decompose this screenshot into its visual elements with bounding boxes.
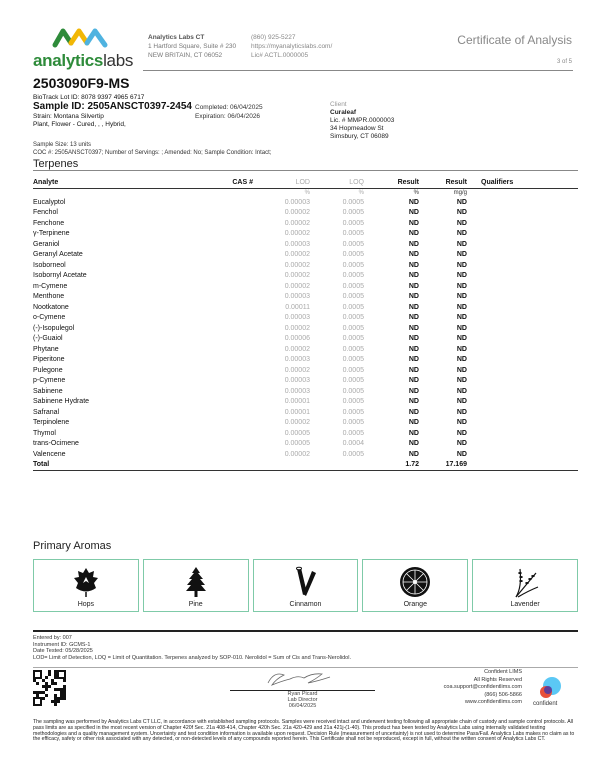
cas-cell — [203, 449, 255, 460]
loq-cell: 0.0005 — [342, 450, 364, 458]
unit-result-mg: mg/g — [453, 189, 467, 196]
lod-cell: 0.00002 — [284, 230, 310, 238]
aroma-label: Hops — [77, 601, 95, 608]
result-mg-cell: ND — [456, 335, 467, 343]
result-pct-cell: ND — [408, 303, 419, 311]
table-row — [33, 365, 578, 376]
result-pct-cell: ND — [408, 198, 419, 206]
loq-cell: 0.0005 — [342, 345, 364, 353]
qualifier-cell — [467, 407, 578, 418]
result-pct-cell: ND — [408, 272, 419, 280]
loq-cell: 0.0005 — [342, 293, 364, 301]
cas-cell — [203, 271, 255, 282]
qualifier-cell — [467, 229, 578, 240]
sample-meta — [33, 141, 271, 157]
result-mg-cell: ND — [456, 345, 467, 353]
logo-word-labs: labs — [103, 51, 134, 70]
table-row — [33, 313, 578, 324]
table-row — [33, 208, 578, 219]
lod-cell: 0.00003 — [284, 356, 310, 364]
cas-cell — [203, 260, 255, 271]
analyte-cell: Menthone — [33, 293, 65, 301]
cas-cell — [203, 376, 255, 387]
lod-cell: 0.00003 — [284, 240, 310, 248]
lod-cell: 0.00003 — [284, 377, 310, 385]
lod-cell: 0.00002 — [284, 261, 310, 269]
table-row — [33, 229, 578, 240]
qualifier-cell — [467, 313, 578, 324]
total-row — [33, 460, 578, 471]
result-pct-cell: ND — [408, 293, 419, 301]
lod-cell: 0.00002 — [284, 366, 310, 374]
qualifier-cell — [467, 250, 578, 261]
date-tested: Date Tested: 05/28/2025 — [33, 648, 93, 654]
cas-cell — [203, 344, 255, 355]
cas-cell — [203, 323, 255, 334]
logo-word-analytics: analytics — [33, 51, 104, 70]
client-name: Curaleaf — [330, 109, 357, 116]
analyte-cell: γ-Terpinene — [33, 230, 70, 238]
terpenes-table — [33, 178, 578, 471]
result-mg-cell: ND — [456, 272, 467, 280]
loq-cell: 0.0005 — [342, 324, 364, 332]
analyte-cell: Piperitone — [33, 356, 65, 364]
document-title: Certificate of Analysis — [457, 33, 572, 47]
lod-cell: 0.00001 — [284, 398, 310, 406]
result-pct-cell: ND — [408, 408, 419, 416]
qualifier-cell — [467, 281, 578, 292]
result-mg-cell: ND — [456, 324, 467, 332]
qualifier-cell — [467, 344, 578, 355]
result-mg-cell: ND — [456, 198, 467, 206]
qualifier-cell — [467, 218, 578, 229]
result-mg-cell: ND — [456, 387, 467, 395]
result-mg-cell: ND — [456, 440, 467, 448]
aromas-title: Primary Aromas — [33, 540, 112, 552]
table-row — [33, 250, 578, 261]
result-pct-cell: ND — [408, 366, 419, 374]
result-mg-cell: ND — [456, 408, 467, 416]
result-pct-cell: ND — [408, 387, 419, 395]
sample-dates — [195, 103, 263, 121]
lab-info — [148, 33, 236, 60]
lab-phone: (860) 925-5227 — [251, 34, 296, 41]
aroma-label: Cinnamon — [289, 601, 322, 608]
cas-cell — [203, 334, 255, 345]
table-header-row — [33, 178, 578, 188]
analyte-cell: m-Cymene — [33, 282, 68, 290]
client-address-2: Simsbury, CT 06089 — [330, 133, 389, 140]
lims-phone: (866) 506-5866 — [484, 691, 522, 698]
cas-cell — [203, 229, 255, 240]
result-pct-cell: ND — [408, 219, 419, 227]
aroma-lavender — [472, 559, 578, 612]
confident-logo-word: confident — [533, 701, 558, 707]
batch-id: 2503090F9-MS — [33, 75, 130, 91]
cas-cell — [203, 292, 255, 303]
loq-cell: 0.0004 — [342, 440, 364, 448]
disclaimer: The sampling was performed by Analytics Labs CT LLC, in accordance with established sampling protocols. Samples were received intact and underwent testing following all appropriate chain of custody and sample control protocols. All pass limits are as specified in the most recent version of Chapter 420f Sec. 21a 408-414, Chapter 420h Sec. 21a 420-429 and 21a 421j-(1-40). This product has been tested by Analytics Labs using internally validated testing methodologies and a quality management system. Uncertainty and test condition information is available upon request. Decision Rule (measurement of uncertainty) is not used to determine Pass/Fail. Analytics Labs makes no claim as to the efficacy, safety or other risk associated with any detected, or non-detected levels of any compounds reported herein. This Certificate shall not be reproduced, except in full, without the written consent of Analytics Labs CT. — [33, 719, 575, 743]
qualifier-cell — [467, 418, 578, 429]
lims-name: Confident LIMS — [484, 669, 522, 675]
loq-cell: 0.0005 — [342, 303, 364, 311]
completed-date: Completed: 06/04/2025 — [195, 104, 263, 111]
qualifier-cell — [467, 271, 578, 282]
result-mg-cell: ND — [456, 251, 467, 259]
cinnamon-icon — [288, 565, 322, 599]
lims-rights: All Rights Reserved — [473, 676, 522, 683]
loq-cell: 0.0005 — [342, 356, 364, 364]
lod-cell: 0.00001 — [284, 408, 310, 416]
qualifier-cell — [467, 376, 578, 387]
table-row — [33, 386, 578, 397]
signer-title: Lab Director — [287, 697, 318, 703]
lod-cell: 0.00003 — [284, 198, 310, 206]
table-row — [33, 218, 578, 229]
lod-cell: 0.00003 — [284, 387, 310, 395]
analyte-cell: Nootkatone — [33, 303, 69, 311]
table-row — [33, 239, 578, 250]
analyte-cell: Geranyl Acetate — [33, 251, 83, 259]
qualifier-cell — [467, 460, 578, 471]
table-row — [33, 439, 578, 450]
analyte-cell: Isoborneol — [33, 261, 66, 269]
analyte-cell: Sabinene Hydrate — [33, 398, 90, 406]
header-result-mg: Result — [419, 178, 467, 188]
result-mg-cell: ND — [456, 429, 467, 437]
aroma-orange — [362, 559, 468, 612]
analyte-cell: Geraniol — [33, 240, 60, 248]
cas-cell — [203, 218, 255, 229]
qualifier-cell — [467, 292, 578, 303]
result-pct-cell: ND — [408, 251, 419, 259]
table-row — [33, 428, 578, 439]
strain-name: Strain: Montana Silvertip — [33, 113, 104, 120]
client-license: Lic. # MMPR.0000003 — [330, 117, 395, 124]
analyte-cell: Isobornyl Acetate — [33, 272, 87, 280]
result-pct-cell: ND — [408, 324, 419, 332]
qualifier-cell — [467, 197, 578, 208]
result-mg-cell: ND — [456, 356, 467, 364]
result-pct-cell: ND — [408, 440, 419, 448]
lod-cell: 0.00002 — [284, 251, 310, 259]
analyte-cell: Thymol — [33, 429, 56, 437]
result-mg-cell: ND — [456, 398, 467, 406]
lab-contact — [251, 33, 332, 60]
cas-cell — [203, 197, 255, 208]
header-cas: CAS # — [203, 178, 255, 188]
loq-cell: 0.0005 — [342, 398, 364, 406]
confident-logo — [535, 675, 565, 709]
loq-cell: 0.0005 — [342, 251, 364, 259]
table-row — [33, 376, 578, 387]
lab-name: Analytics Labs CT — [148, 34, 205, 41]
aroma-pine — [143, 559, 249, 612]
qualifier-cell — [467, 355, 578, 366]
result-pct-cell: ND — [408, 398, 419, 406]
loq-cell: 0.0005 — [342, 240, 364, 248]
cas-cell — [203, 386, 255, 397]
cas-cell — [203, 239, 255, 250]
total-label: Total — [33, 460, 203, 471]
table-row — [33, 260, 578, 271]
header-analyte: Analyte — [33, 178, 203, 188]
table-row — [33, 334, 578, 345]
analyte-cell: p-Cymene — [33, 377, 66, 385]
result-pct-cell: ND — [408, 240, 419, 248]
result-pct-cell: ND — [408, 282, 419, 290]
sample-size: Sample Size: 13 units — [33, 142, 92, 148]
lod-cell: 0.00002 — [284, 450, 310, 458]
hops-icon — [69, 565, 103, 599]
loq-cell: 0.0005 — [342, 419, 364, 427]
table-row — [33, 302, 578, 313]
table-row — [33, 344, 578, 355]
lims-email[interactable]: coa.support@confidentlims.com — [443, 684, 522, 690]
total-pct: 1.72 — [364, 460, 419, 471]
units-row — [33, 188, 578, 197]
qualifier-cell — [467, 334, 578, 345]
result-pct-cell: ND — [408, 450, 419, 458]
strain-info — [33, 113, 126, 129]
analyte-cell: o-Cymene — [33, 314, 66, 322]
client-label: Client — [330, 101, 347, 108]
analyte-cell: (-)-Isopulegol — [33, 324, 75, 332]
result-mg-cell: ND — [456, 261, 467, 269]
loq-cell: 0.0005 — [342, 429, 364, 437]
cas-cell — [203, 460, 255, 471]
analyte-cell: Phytane — [33, 345, 59, 353]
result-pct-cell: ND — [408, 314, 419, 322]
table-row — [33, 197, 578, 208]
biotrack-lot-id: BioTrack Lot ID: 8078 9397 4965 6717 — [33, 94, 145, 101]
table-row — [33, 281, 578, 292]
unit-result-pct: % — [413, 189, 419, 196]
result-mg-cell: ND — [456, 240, 467, 248]
lod-cell — [255, 460, 310, 471]
client-address-1: 34 Hopmeadow St — [330, 125, 384, 132]
signer-block — [230, 691, 375, 709]
cas-cell — [203, 397, 255, 408]
cas-cell — [203, 418, 255, 429]
loq-cell: 0.0005 — [342, 408, 364, 416]
signature-icon — [260, 669, 340, 689]
header-result-pct: Result — [364, 178, 419, 188]
header-loq: LOQ — [310, 178, 364, 188]
analytics-labs-logo — [33, 27, 134, 73]
lims-info — [420, 669, 522, 707]
qr-code-icon[interactable] — [33, 670, 66, 706]
header-divider — [143, 70, 573, 71]
unit-lod: % — [304, 189, 310, 196]
table-row — [33, 407, 578, 418]
lod-cell: 0.00006 — [284, 335, 310, 343]
qualifier-cell — [467, 386, 578, 397]
lavender-icon — [508, 565, 542, 599]
table-row — [33, 271, 578, 282]
loq-cell: 0.0005 — [342, 314, 364, 322]
cas-cell — [203, 407, 255, 418]
loq-cell: 0.0005 — [342, 387, 364, 395]
aroma-hops — [33, 559, 139, 612]
section-divider — [33, 170, 578, 171]
pine-tree-icon — [179, 565, 213, 599]
aroma-label: Pine — [188, 601, 203, 608]
result-mg-cell: ND — [456, 450, 467, 458]
analyte-cell: Safranal — [33, 408, 60, 416]
notes-divider — [33, 667, 578, 668]
loq-cell: 0.0005 — [342, 230, 364, 238]
cas-cell — [203, 281, 255, 292]
instrument-id: Instrument ID: GCMS-1 — [33, 641, 91, 648]
qualifier-cell — [467, 365, 578, 376]
coc-info: COC #: 2505ANSCT0397; Number of Servings: ; Amended: No; Sample Condition: Intact; — [33, 150, 272, 156]
result-pct-cell: ND — [408, 419, 419, 427]
qualifier-cell — [467, 239, 578, 250]
qualifier-cell — [467, 397, 578, 408]
lod-cell: 0.00002 — [284, 282, 310, 290]
qualifier-cell — [467, 428, 578, 439]
result-pct-cell: ND — [408, 377, 419, 385]
analyte-cell: Eucalyptol — [33, 198, 66, 206]
lod-cell: 0.00003 — [284, 293, 310, 301]
lod-cell: 0.00002 — [284, 419, 310, 427]
result-mg-cell: ND — [456, 230, 467, 238]
analyte-cell: Terpinolene — [33, 419, 70, 427]
aromas-grid — [33, 559, 578, 612]
result-mg-cell: ND — [456, 219, 467, 227]
result-mg-cell: ND — [456, 314, 467, 322]
loq-cell: 0.0005 — [342, 219, 364, 227]
aroma-label: Lavender — [510, 601, 540, 608]
result-pct-cell: ND — [408, 209, 419, 217]
result-mg-cell: ND — [456, 293, 467, 301]
table-row — [33, 449, 578, 460]
confident-logo-icon — [535, 675, 565, 701]
test-notes — [33, 635, 351, 661]
lab-website[interactable]: https://myanalyticslabs.com/ — [251, 43, 333, 50]
cas-cell — [203, 208, 255, 219]
abbreviation-legend: LOD= Limit of Detection, LOQ = Limit of Quantitation. Terpenes analyzed by SOP-010. Nerolidol = Sum of Cis and Trans-Nerolidol. — [33, 654, 351, 661]
result-mg-cell: ND — [456, 377, 467, 385]
result-mg-cell: ND — [456, 419, 467, 427]
qualifier-cell — [467, 208, 578, 219]
lod-cell: 0.00002 — [284, 219, 310, 227]
cas-cell — [203, 313, 255, 324]
loq-cell: 0.0005 — [342, 282, 364, 290]
result-pct-cell: ND — [408, 345, 419, 353]
unit-loq: % — [358, 189, 364, 196]
result-pct-cell: ND — [408, 230, 419, 238]
lab-license: Lic# ACTL.0000005 — [251, 52, 309, 59]
result-mg-cell: ND — [456, 209, 467, 217]
entered-by: Entered by: 007 — [33, 635, 72, 641]
analyte-cell: Valencene — [33, 450, 66, 458]
lod-cell: 0.00002 — [284, 272, 310, 280]
result-mg-cell: ND — [456, 366, 467, 374]
analyte-cell: Fenchol — [33, 209, 58, 217]
loq-cell — [310, 460, 364, 471]
product-type: Plant, Flower - Cured, , , Hybrid, — [33, 121, 126, 128]
lod-cell: 0.00002 — [284, 324, 310, 332]
footer-divider — [33, 630, 578, 632]
expiration-date: Expiration: 06/04/2026 — [195, 113, 261, 120]
loq-cell: 0.0005 — [342, 198, 364, 206]
result-pct-cell: ND — [408, 335, 419, 343]
qualifier-cell — [467, 260, 578, 271]
cas-cell — [203, 439, 255, 450]
page-number: 3 of 5 — [556, 59, 572, 65]
total-mg: 17.169 — [419, 460, 467, 471]
analyte-cell: trans-Ocimene — [33, 440, 79, 448]
lod-cell: 0.00011 — [285, 303, 310, 311]
loq-cell: 0.0005 — [342, 261, 364, 269]
aroma-label: Orange — [403, 601, 427, 608]
qualifier-cell — [467, 302, 578, 313]
client-info — [330, 101, 394, 141]
lab-address-2: NEW BRITAIN, CT 06052 — [148, 52, 223, 59]
analyte-cell: Sabinene — [33, 387, 63, 395]
sample-id: Sample ID: 2505ANSCT0397-2454 — [33, 101, 192, 112]
orange-slice-icon — [398, 565, 432, 599]
aroma-cinnamon — [253, 559, 359, 612]
table-row — [33, 292, 578, 303]
lod-cell: 0.00002 — [284, 209, 310, 217]
result-pct-cell: ND — [408, 429, 419, 437]
loq-cell: 0.0005 — [342, 335, 364, 343]
lims-website[interactable]: www.confidentlims.com — [464, 699, 522, 705]
lod-cell: 0.00005 — [284, 429, 310, 437]
analyte-cell: (-)-Guaiol — [33, 335, 63, 343]
result-pct-cell: ND — [408, 261, 419, 269]
table-row — [33, 418, 578, 429]
cas-cell — [203, 355, 255, 366]
qualifier-cell — [467, 439, 578, 450]
cas-cell — [203, 302, 255, 313]
signer-date: 06/04/2025 — [288, 703, 317, 709]
lod-cell: 0.00002 — [284, 345, 310, 353]
loq-cell: 0.0005 — [342, 366, 364, 374]
cas-cell — [203, 365, 255, 376]
header-qualifiers: Qualifiers — [467, 178, 578, 188]
cas-cell — [203, 428, 255, 439]
analyte-cell: Pulegone — [33, 366, 63, 374]
table-row — [33, 355, 578, 366]
header-lod: LOD — [255, 178, 310, 188]
result-mg-cell: ND — [456, 303, 467, 311]
result-pct-cell: ND — [408, 356, 419, 364]
table-row — [33, 397, 578, 408]
signer-name: Ryan Picard — [287, 691, 318, 697]
lod-cell: 0.00005 — [284, 440, 310, 448]
loq-cell: 0.0005 — [342, 272, 364, 280]
qualifier-cell — [467, 323, 578, 334]
table-row — [33, 323, 578, 334]
terpenes-title: Terpenes — [33, 158, 79, 170]
cas-cell — [203, 250, 255, 261]
result-mg-cell: ND — [456, 282, 467, 290]
lod-cell: 0.00003 — [284, 314, 310, 322]
analyte-cell: Fenchone — [33, 219, 65, 227]
loq-cell: 0.0005 — [342, 209, 364, 217]
loq-cell: 0.0005 — [342, 377, 364, 385]
qualifier-cell — [467, 449, 578, 460]
logo-mark-icon — [51, 27, 111, 49]
lab-address-1: 1 Hartford Square, Suite # 230 — [148, 43, 237, 50]
